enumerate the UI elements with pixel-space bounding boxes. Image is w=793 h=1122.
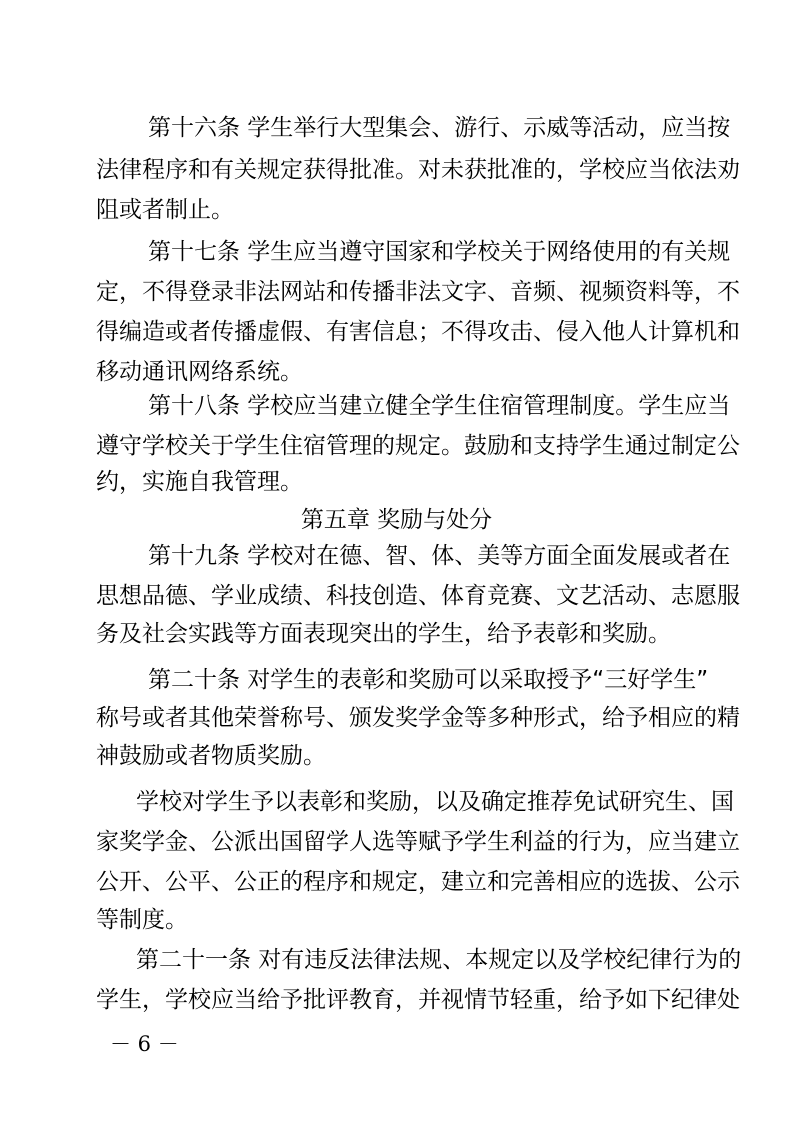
text-line: 第二十一条 对有违反法律法规、本规定以及学校纪律行为的: [136, 947, 742, 973]
text-line: 移动通讯网络系统。: [96, 359, 303, 385]
text-line: 等制度。: [96, 907, 188, 933]
text-line: 学生，学校应当给予批评教育，并视情节轻重，给予如下纪律处: [96, 987, 740, 1013]
text-line: 定，不得登录非法网站和传播非法文字、音频、视频资料等，不: [96, 279, 740, 305]
text-line: 第二十条 对学生的表彰和奖励可以采取授予“三好学生”: [148, 667, 709, 693]
text-line: 家奖学金、公派出国留学人选等赋予学生利益的行为，应当建立: [96, 829, 740, 855]
text-line: 务及社会实践等方面表现突出的学生，给予表彰和奖励。: [96, 621, 671, 647]
text-line: 学校对学生予以表彰和奖励，以及确定推荐免试研究生、国: [136, 789, 734, 815]
text-line: 公开、公平、公正的程序和规定，建立和完善相应的选拔、公示: [96, 869, 740, 895]
text-line: 第十六条 学生举行大型集会、游行、示威等活动，应当按: [148, 115, 731, 141]
page-number: － 6 －: [110, 1032, 179, 1056]
text-line: 第十八条 学校应当建立健全学生住宿管理制度。学生应当: [148, 393, 731, 419]
text-line: 称号或者其他荣誉称号、颁发奖学金等多种形式，给予相应的精: [96, 705, 740, 731]
text-line: 第十七条 学生应当遵守国家和学校关于网络使用的有关规: [148, 239, 731, 265]
text-line: 神鼓励或者物质奖励。: [96, 743, 326, 769]
text-line: 得编造或者传播虚假、有害信息；不得攻击、侵入他人计算机和: [96, 319, 740, 345]
text-line: 法律程序和有关规定获得批准。对未获批准的，学校应当依法劝: [96, 157, 740, 183]
text-line: 第十九条 学校对在德、智、体、美等方面全面发展或者在: [148, 543, 731, 569]
text-line: 阻或者制止。: [96, 197, 234, 223]
text-line: 思想品德、学业成绩、科技创造、体育竞赛、文艺活动、志愿服: [96, 583, 740, 609]
text-line: 遵守学校关于学生住宿管理的规定。鼓励和支持学生通过制定公: [96, 433, 740, 459]
chapter-heading: 第五章 奖励与处分: [300, 507, 493, 533]
text-line: 约，实施自我管理。: [96, 469, 303, 495]
